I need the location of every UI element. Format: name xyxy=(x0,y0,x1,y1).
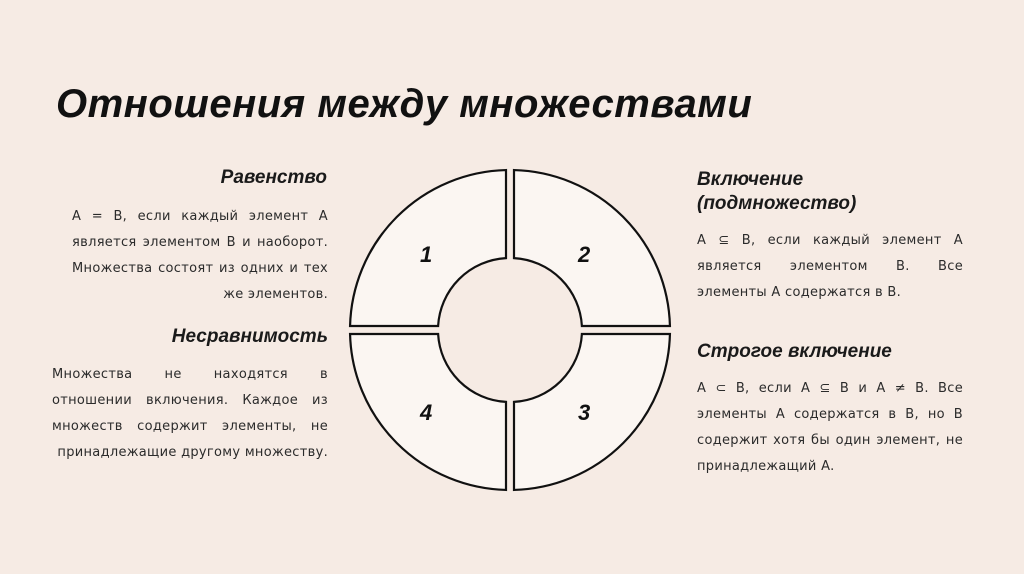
strict-inclusion-heading: Строгое включение xyxy=(697,341,892,362)
page-title: Отношения между множествами xyxy=(56,82,753,126)
segment-number-4: 4 xyxy=(420,400,433,425)
segment-number-1: 1 xyxy=(420,242,433,267)
incomparability-heading: Несравнимость xyxy=(171,326,328,347)
equality-text: A = B, если каждый элемент A является элементом B и наоборот. Множества состоят из одних и тех же элементов. xyxy=(72,209,328,302)
strict-inclusion-text: A ⊂ B, если A ⊆ B и A ≠ B. Все элементы A содержатся в B, но B содержит хотя бы один элемент, не принадлежащий A. xyxy=(697,381,963,474)
segment-number-2: 2 xyxy=(578,242,591,267)
inclusion-heading: Включение (подмножество) xyxy=(697,169,857,214)
segment-number-3: 3 xyxy=(578,400,591,425)
ring-diagram xyxy=(340,160,680,500)
ring-segment-2 xyxy=(514,170,670,326)
incomparability-text: Множества не находятся в отношении включения. Каждое из множеств содержит элементы, не принадлежащие другому множеству. xyxy=(52,367,328,460)
inclusion-text: A ⊆ B, если каждый элемент A является элементом B. Все элементы A содержатся в B. xyxy=(697,233,963,300)
ring-segment-3 xyxy=(514,334,670,490)
equality-heading: Равенство xyxy=(220,167,327,188)
